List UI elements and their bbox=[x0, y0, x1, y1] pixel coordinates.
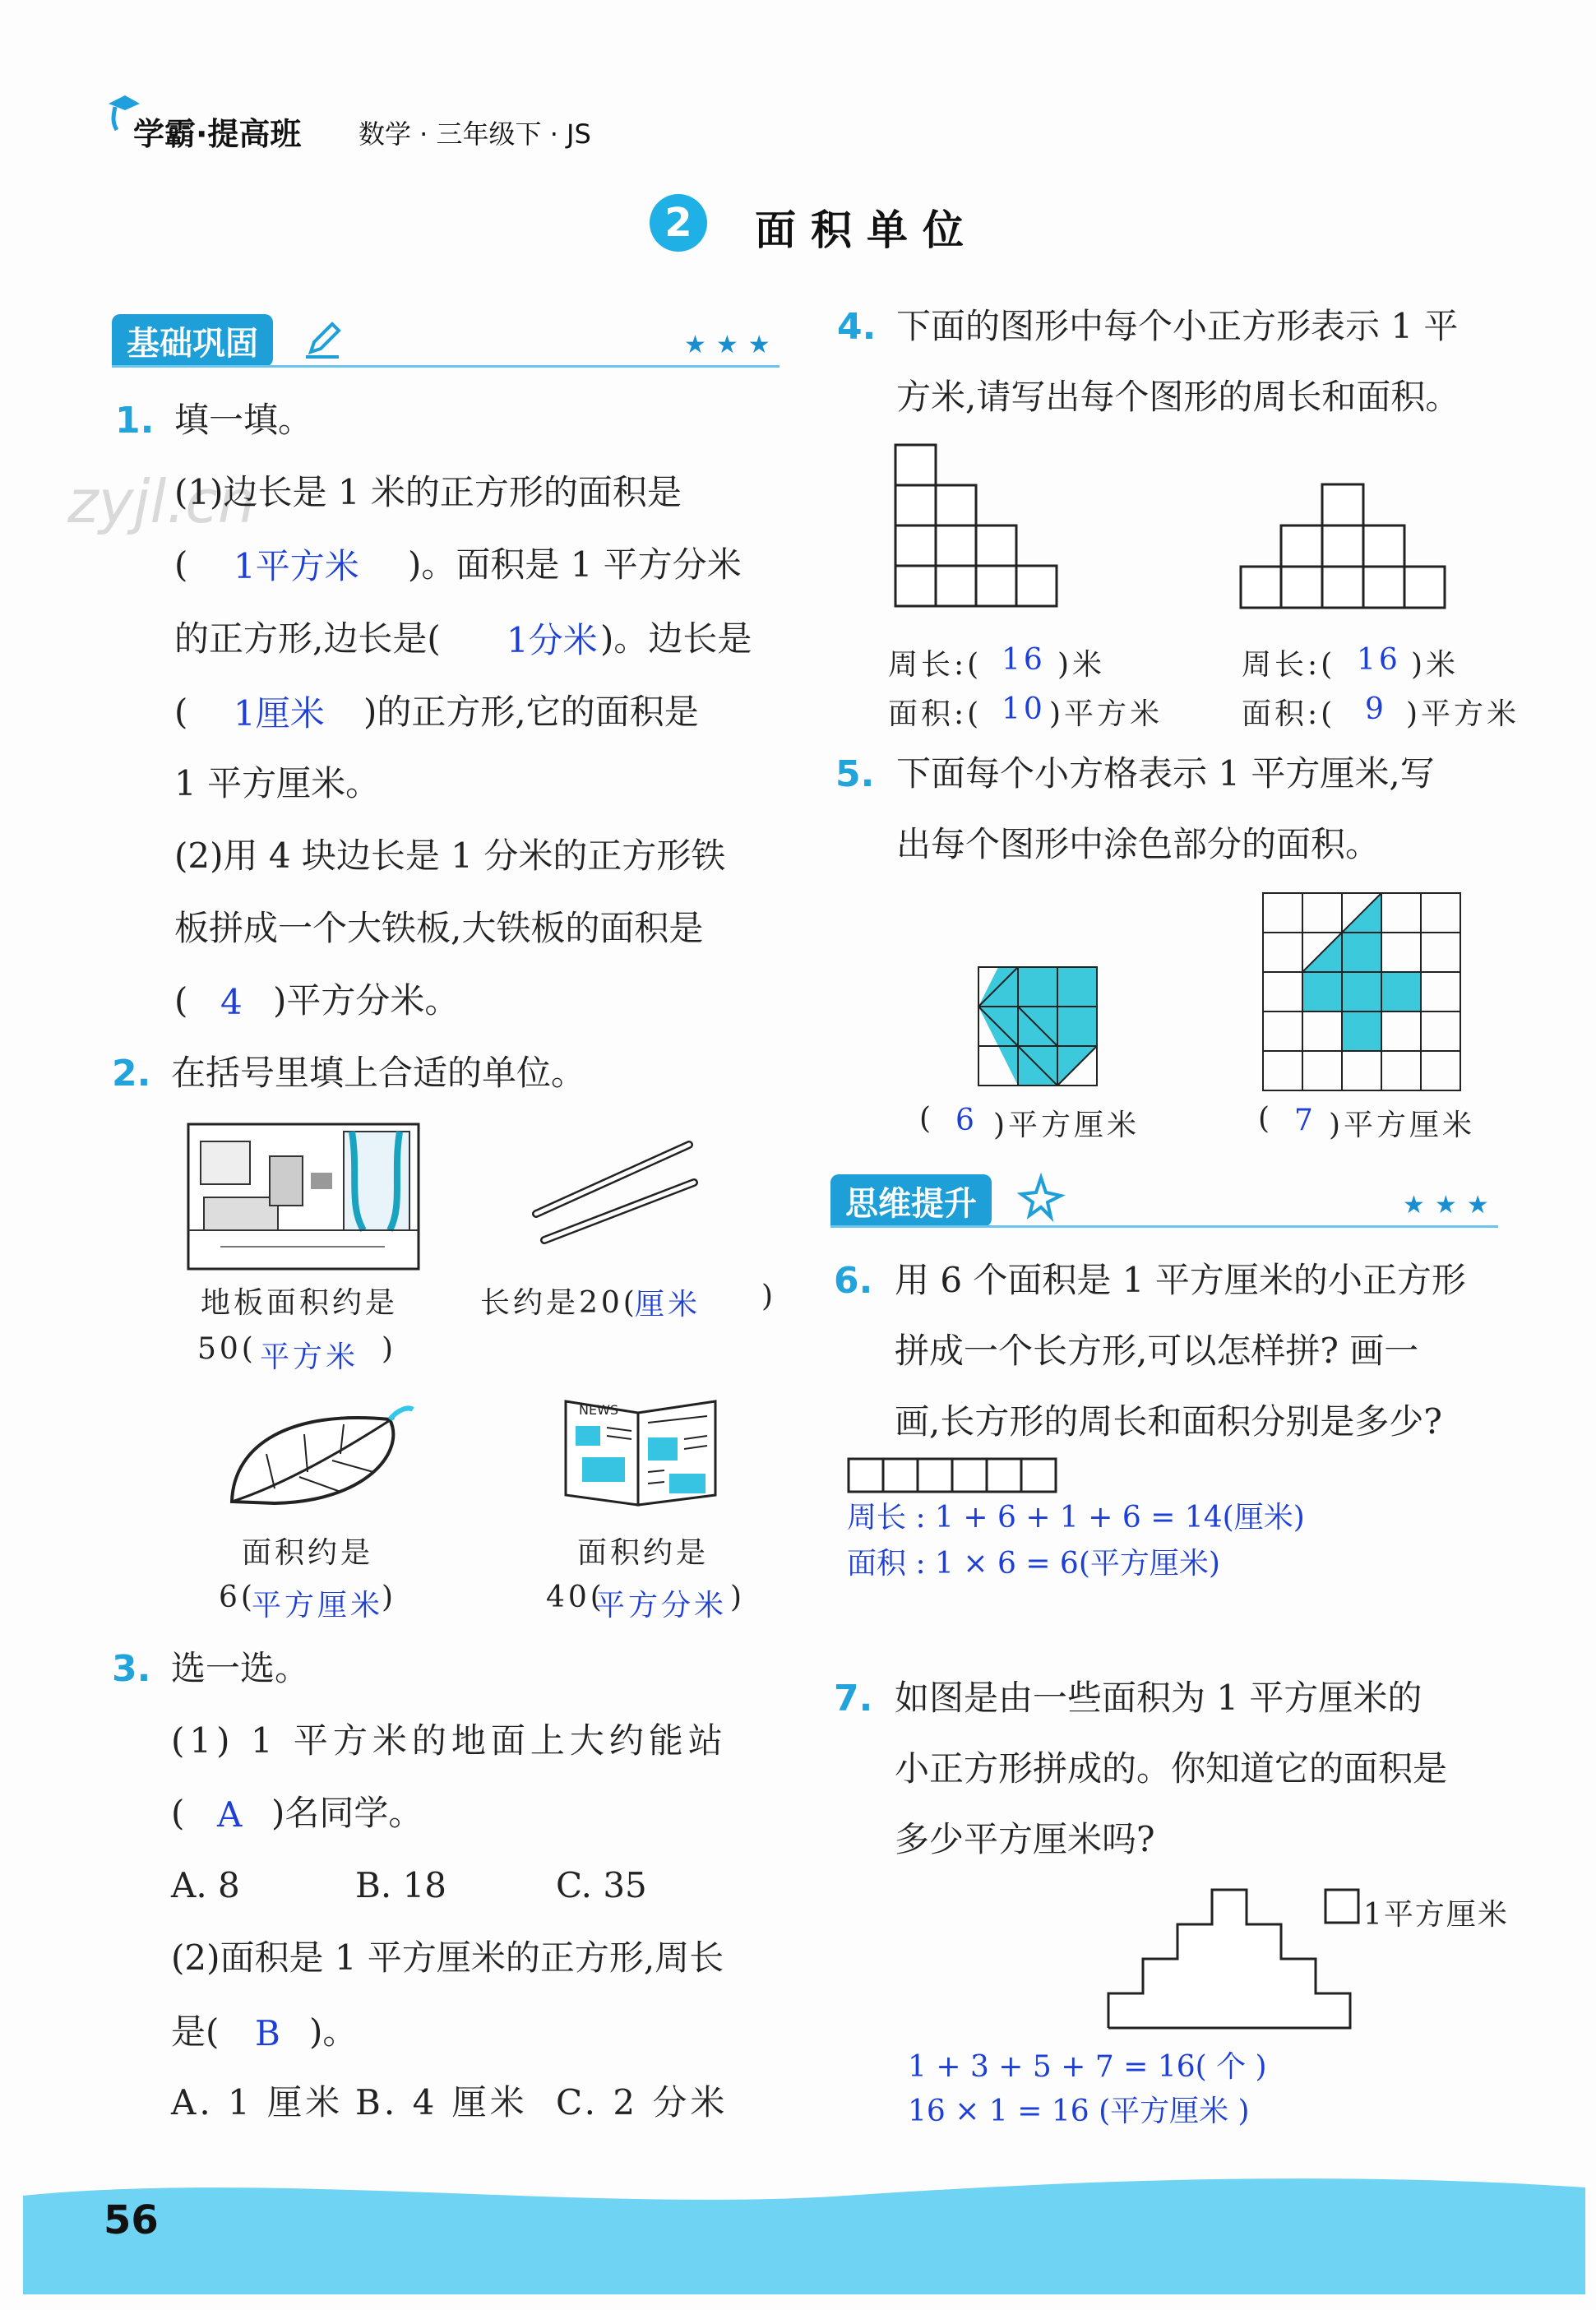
q5-answer-1: 6 bbox=[955, 1104, 978, 1137]
q2-d-label: 面积约是 bbox=[577, 1536, 710, 1570]
q1-answer-1: 1平方米 bbox=[234, 546, 359, 586]
section-underline-advanced bbox=[830, 1225, 1498, 1228]
q1-p1-line1: (1)边长是 1 米的正方形的面积是 bbox=[174, 472, 682, 512]
q4-fig1-area-unit: )平方米 bbox=[1049, 697, 1163, 731]
q4-fig2-perim-label: 周长:( bbox=[1242, 648, 1336, 682]
lesson-title: 面积单位 bbox=[755, 206, 978, 254]
q4-fig1-perim-label: 周长:( bbox=[888, 648, 983, 682]
q5-fig2-open: ( bbox=[1258, 1102, 1274, 1136]
q1-number: 1. bbox=[115, 400, 155, 442]
q3-p2-line1: (2)面积是 1 平方厘米的正方形,周长 bbox=[171, 1937, 724, 1978]
subject-label: 数学 · 三年级下 · JS bbox=[359, 118, 591, 150]
q3-title: 选一选。 bbox=[171, 1648, 310, 1688]
q1-answer-4: 4 bbox=[220, 982, 243, 1022]
svg-text:NEWS: NEWS bbox=[579, 1402, 619, 1418]
q7-staircase-figure bbox=[1105, 1883, 1360, 2031]
q3-p1-close: )名同学。 bbox=[271, 1793, 423, 1833]
q1-p2-line3: )平方分米。 bbox=[273, 980, 460, 1021]
q1-p1-line3b: )。边长是 bbox=[600, 618, 752, 659]
q2-a-label: 地板面积约是 bbox=[201, 1286, 399, 1320]
q7-line3: 多少平方厘米吗? bbox=[895, 1819, 1155, 1859]
q4-fig2-area-label: 面积:( bbox=[1242, 697, 1336, 731]
q5-answer-2: 7 bbox=[1294, 1104, 1316, 1137]
q7-answer-count: 1 + 3 + 5 + 7 = 16( 个 ) bbox=[908, 2050, 1267, 2084]
q5-figure-1 bbox=[978, 967, 1099, 1087]
leaf-illustration bbox=[225, 1403, 414, 1510]
q4-fig2-area-answer: 9 bbox=[1365, 692, 1387, 726]
q1-paren-3: ( bbox=[174, 980, 188, 1021]
q2-d-answer: 平方分米 bbox=[595, 1589, 728, 1623]
q1-p1-line4: )的正方形,它的面积是 bbox=[363, 692, 699, 732]
q4-fig1-perim-answer: 16 bbox=[1002, 643, 1046, 677]
q6-line2: 拼成一个长方形,可以怎样拼? 画一 bbox=[895, 1331, 1419, 1371]
q3-p1-opt-c: C. 35 bbox=[556, 1865, 647, 1905]
q2-a-close: ) bbox=[382, 1332, 397, 1366]
q2-title: 在括号里填上合适的单位。 bbox=[171, 1053, 586, 1093]
pencil-icon bbox=[301, 319, 344, 362]
q4-number: 4. bbox=[837, 306, 877, 348]
watermark: zyjl.cn bbox=[67, 467, 256, 536]
q4-fig2-perim-answer: 16 bbox=[1357, 643, 1401, 677]
q4-line2: 方米,请写出每个图形的周长和面积。 bbox=[896, 377, 1460, 417]
q3-answer-2: B bbox=[255, 2013, 280, 2053]
q6-rectangle-drawing bbox=[847, 1457, 1057, 1493]
q3-p1-opt-a: A. 8 bbox=[171, 1865, 240, 1905]
q4-fig1-area-answer: 10 bbox=[1002, 692, 1046, 726]
q1-p1-line3a: 的正方形,边长是( bbox=[174, 618, 441, 659]
q5-fig2-close: )平方厘米 bbox=[1329, 1109, 1476, 1142]
q4-fig1-area-label: 面积:( bbox=[888, 697, 983, 731]
q6-answer-area: 面积 : 1 × 6 = 6(平方厘米) bbox=[847, 1547, 1220, 1581]
q4-line1: 下面的图形中每个小正方形表示 1 平 bbox=[896, 306, 1459, 346]
q6-number: 6. bbox=[834, 1260, 873, 1302]
q7-line2: 小正方形拼成的。你知道它的面积是 bbox=[895, 1748, 1448, 1789]
lesson-number-badge: 2 bbox=[650, 194, 707, 252]
q2-number: 2. bbox=[112, 1053, 151, 1095]
footer-wave bbox=[23, 2171, 1585, 2294]
q1-p2-line1: (2)用 4 块边长是 1 分米的正方形铁 bbox=[174, 836, 726, 876]
q7-number: 7. bbox=[834, 1678, 873, 1720]
q3-p2-opt-b: B. 4 厘米 bbox=[355, 2082, 528, 2123]
q3-p1-opt-b: B. 18 bbox=[355, 1865, 447, 1905]
q1-paren: ( bbox=[174, 544, 188, 585]
section-underline-basic bbox=[112, 365, 779, 368]
q7-legend-label: 1平方厘米 bbox=[1363, 1898, 1509, 1932]
q3-p2-open: 是( bbox=[171, 2011, 220, 2052]
q5-line1: 下面每个小方格表示 1 平方厘米,写 bbox=[896, 753, 1435, 794]
unit-square-icon bbox=[1324, 1888, 1360, 1924]
q2-c-close: ) bbox=[382, 1581, 397, 1614]
q1-p1-line2: )。面积是 1 平方分米 bbox=[408, 544, 742, 585]
room-illustration bbox=[187, 1123, 419, 1270]
q2-c-value: 6( bbox=[219, 1581, 256, 1614]
q2-d-close: ) bbox=[730, 1581, 746, 1614]
q5-figure-2 bbox=[1263, 893, 1462, 1092]
q3-p2-opt-a: A. 1 厘米 bbox=[171, 2082, 344, 2123]
difficulty-stars: ★★★ bbox=[684, 331, 780, 359]
brand-title: 学霸·提高班 bbox=[133, 116, 302, 152]
q1-answer-2: 1分米 bbox=[507, 620, 598, 660]
q4-figure-1 bbox=[895, 444, 1059, 609]
newspaper-illustration bbox=[562, 1398, 719, 1508]
q3-p2-opt-c: C. 2 分米 bbox=[556, 2082, 729, 2123]
q6-answer-perimeter: 周长 : 1 + 6 + 1 + 6 = 14(厘米) bbox=[847, 1501, 1305, 1535]
q3-paren: ( bbox=[171, 1793, 185, 1833]
q6-line1: 用 6 个面积是 1 平方厘米的小正方形 bbox=[895, 1260, 1466, 1300]
q7-line1: 如图是由一些面积为 1 平方厘米的 bbox=[895, 1678, 1423, 1718]
q2-a-answer: 平方米 bbox=[260, 1340, 359, 1374]
sparkle-icon bbox=[1018, 1174, 1064, 1220]
q4-fig2-area-unit: )平方米 bbox=[1406, 697, 1520, 731]
q2-c-answer: 平方厘米 bbox=[252, 1589, 384, 1623]
q3-number: 3. bbox=[112, 1648, 151, 1690]
q2-b-answer: 厘米 bbox=[635, 1288, 701, 1322]
q2-c-label: 面积约是 bbox=[242, 1536, 374, 1570]
q4-fig2-perim-unit: )米 bbox=[1411, 648, 1460, 682]
q4-fig1-perim-unit: )米 bbox=[1057, 648, 1106, 682]
difficulty-stars-advanced: ★★★ bbox=[1403, 1191, 1499, 1220]
q2-b-label: 长约是20( bbox=[480, 1286, 638, 1320]
section-tag-advanced: 思维提升 bbox=[830, 1174, 992, 1227]
q1-p2-line2: 板拼成一个大铁板,大铁板的面积是 bbox=[174, 908, 704, 948]
q5-line2: 出每个图形中涂色部分的面积。 bbox=[896, 824, 1381, 864]
q2-b-close: ) bbox=[761, 1280, 777, 1313]
q5-fig1-close: )平方厘米 bbox=[993, 1109, 1140, 1142]
section-tag-basic: 基础巩固 bbox=[112, 314, 273, 367]
q2-a-value: 50( bbox=[197, 1332, 257, 1366]
q1-paren-2: ( bbox=[174, 692, 188, 732]
chopsticks-illustration bbox=[533, 1140, 697, 1247]
q3-p2-close: )。 bbox=[309, 2011, 358, 2052]
page-number: 56 bbox=[104, 2197, 159, 2243]
q1-title: 填一填。 bbox=[174, 400, 313, 440]
q4-figure-2 bbox=[1240, 484, 1446, 609]
q2-d-value: 40( bbox=[546, 1581, 605, 1614]
q1-p1-line5: 1 平方厘米。 bbox=[174, 763, 381, 803]
q3-answer-1: A bbox=[217, 1794, 243, 1835]
q5-number: 5. bbox=[835, 753, 875, 795]
q1-answer-3: 1厘米 bbox=[234, 693, 325, 734]
q3-p1-line1: (1) 1 平方米的地面上大约能站 bbox=[171, 1720, 728, 1761]
q7-answer-area: 16 × 1 = 16 (平方厘米 ) bbox=[908, 2095, 1250, 2128]
q6-line3: 画,长方形的周长和面积分别是多少? bbox=[895, 1401, 1442, 1442]
q5-fig1-open: ( bbox=[919, 1102, 935, 1136]
